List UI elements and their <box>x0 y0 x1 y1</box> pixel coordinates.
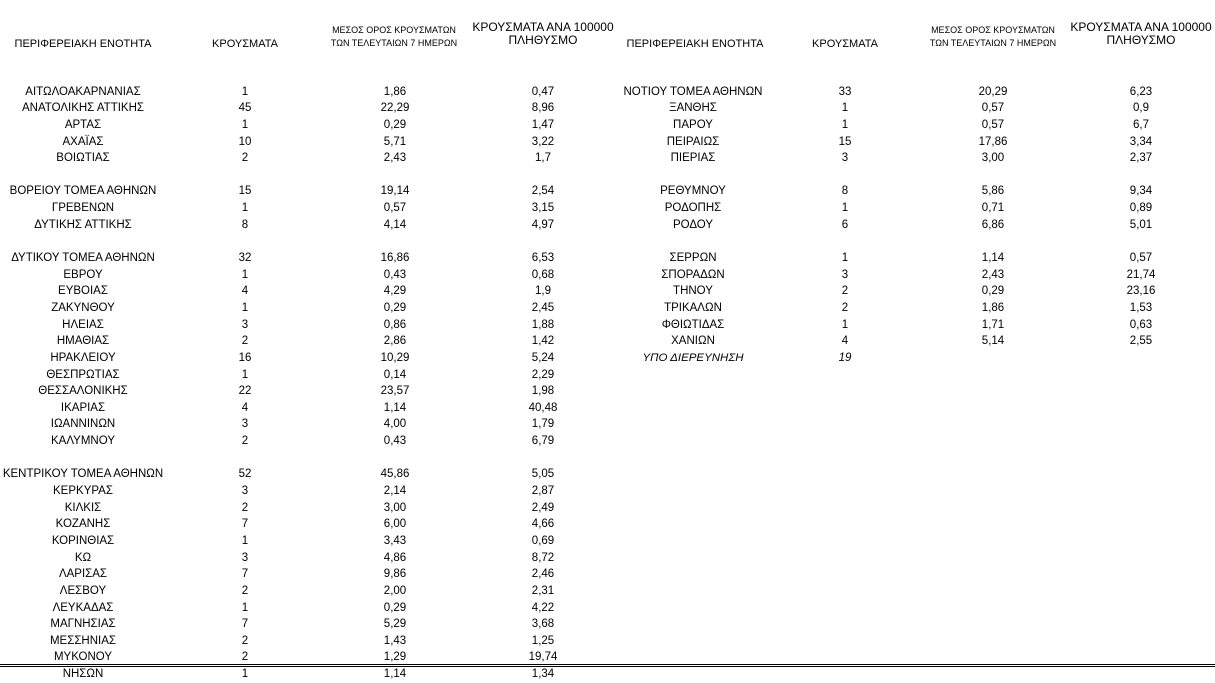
avg7-cell: 1,86 <box>383 85 407 98</box>
cases-cell: 1 <box>241 534 249 547</box>
region-cell: ΚΩ <box>74 551 92 564</box>
cases-cell: 1 <box>241 118 249 131</box>
avg7-cell: 3,43 <box>383 534 407 547</box>
per100k-cell: 8,96 <box>531 102 555 115</box>
header-cases: ΚΡΟΥΣΜΑΤΑ <box>812 38 878 50</box>
region-cell: ΜΕΣΣΗΝΙΑΣ <box>49 634 117 647</box>
per100k-cell: 5,01 <box>1129 218 1153 231</box>
per100k-cell: 1,88 <box>531 318 555 331</box>
avg7-cell: 1,43 <box>383 634 407 647</box>
per100k-cell: 1,7 <box>535 152 551 165</box>
region-cell: ΔΥΤΙΚΗΣ ΑΤΤΙΚΗΣ <box>34 218 132 231</box>
cases-cell: 15 <box>838 135 852 148</box>
table-row <box>610 317 1215 334</box>
cases-cell: 4 <box>241 401 249 414</box>
avg7-cell: 1,14 <box>383 401 407 414</box>
cases-cell: 32 <box>238 252 252 265</box>
avg7-cell: 20,29 <box>978 85 1008 98</box>
per100k-cell: 2,29 <box>531 368 555 381</box>
avg7-cell: 2,43 <box>981 268 1005 281</box>
table-row <box>0 200 610 217</box>
left-table-body <box>0 67 610 683</box>
per100k-cell: 0,47 <box>531 85 555 98</box>
header-per100k <box>468 21 618 47</box>
cases-cell: 3 <box>841 152 849 165</box>
avg7-cell: 0,29 <box>383 601 407 614</box>
cases-cell: 1 <box>241 268 249 281</box>
per100k-cell: 9,34 <box>1129 185 1153 198</box>
cases-cell: 10 <box>238 135 252 148</box>
region-cell: ΗΛΕΙΑΣ <box>62 318 104 331</box>
header-avg7 <box>917 24 1069 50</box>
per100k-cell: 8,72 <box>531 551 555 564</box>
cases-cell: 2 <box>241 501 249 514</box>
table-row <box>0 600 610 617</box>
per100k-cell: 0,57 <box>1129 252 1153 265</box>
cases-cell: 8 <box>841 185 849 198</box>
per100k-cell: 1,53 <box>1129 301 1153 314</box>
table-row <box>0 466 610 483</box>
cases-cell: 1 <box>241 601 249 614</box>
per100k-cell: 1,79 <box>531 418 555 431</box>
region-cell: ΘΕΣΠΡΩΤΙΑΣ <box>46 368 120 381</box>
cases-cell: 2 <box>241 634 249 647</box>
cases-cell: 16 <box>238 351 252 364</box>
region-cell: ΒΟΡΕΙΟΥ ΤΟΜΕΑ ΑΘΗΝΩΝ <box>9 185 157 198</box>
avg7-cell: 1,71 <box>981 318 1005 331</box>
cases-cell: 2 <box>241 435 249 448</box>
avg7-cell: 1,14 <box>981 252 1005 265</box>
per100k-cell: 6,79 <box>531 435 555 448</box>
region-cell: ΗΡΑΚΛΕΙΟΥ <box>50 351 116 364</box>
table-row <box>610 84 1215 101</box>
cases-cell: 2 <box>241 152 249 165</box>
per100k-cell: 21,74 <box>1126 268 1156 281</box>
table-row <box>610 267 1215 284</box>
cases-cell: 8 <box>241 218 249 231</box>
right-table-body <box>610 67 1215 367</box>
table-row <box>0 483 610 500</box>
table-row <box>0 633 610 650</box>
table-row <box>610 200 1215 217</box>
table-row <box>0 583 610 600</box>
cases-cell: 1 <box>241 668 249 681</box>
per100k-cell: 2,55 <box>1129 335 1153 348</box>
avg7-cell: 0,57 <box>981 102 1005 115</box>
avg7-cell: 5,71 <box>383 135 407 148</box>
per100k-cell: 1,47 <box>531 118 555 131</box>
header-avg7-line1: ΜΕΣΟΣ ΟΡΟΣ ΚΡΟΥΣΜΑΤΩΝ <box>931 25 1055 35</box>
table-row <box>0 416 610 433</box>
region-cell: ΖΑΚΥΝΘΟΥ <box>51 301 115 314</box>
table-row <box>610 283 1215 300</box>
avg7-cell: 16,86 <box>380 252 410 265</box>
header-cases: ΚΡΟΥΣΜΑΤΑ <box>212 38 278 50</box>
avg7-cell: 4,86 <box>383 551 407 564</box>
table-row <box>0 100 610 117</box>
avg7-cell: 6,86 <box>981 218 1005 231</box>
region-cell: ΕΥΒΟΙΑΣ <box>58 285 108 298</box>
avg7-cell: 0,57 <box>981 118 1005 131</box>
header-avg7-line2: ΤΩΝ ΤΕΛΕΥΤΑΙΩΝ 7 ΗΜΕΡΩΝ <box>330 38 458 48</box>
table-row <box>0 217 610 234</box>
per100k-cell: 0,69 <box>531 534 555 547</box>
per100k-cell: 4,97 <box>531 218 555 231</box>
region-cell: ΡΟΔΟΠΗΣ <box>664 202 722 215</box>
table-row <box>610 250 1215 267</box>
avg7-cell: 0,43 <box>383 435 407 448</box>
per100k-cell: 3,15 <box>531 202 555 215</box>
per100k-cell: 0,63 <box>1129 318 1153 331</box>
table-row <box>0 150 610 167</box>
region-cell: ΓΡΕΒΕΝΩΝ <box>51 202 115 215</box>
header-avg7-line2: ΤΩΝ ΤΕΛΕΥΤΑΙΩΝ 7 ΗΜΕΡΩΝ <box>929 38 1057 48</box>
per100k-cell: 5,05 <box>531 468 555 481</box>
cases-cell: 4 <box>841 335 849 348</box>
region-cell: ΡΟΔΟΥ <box>672 218 714 231</box>
region-cell: ΚΙΛΚΙΣ <box>64 501 102 514</box>
cases-cell: 2 <box>241 335 249 348</box>
cases-cell: 15 <box>238 185 252 198</box>
region-cell: ΘΕΣΣΑΛΟΝΙΚΗΣ <box>38 385 128 398</box>
region-cell: ΗΜΑΘΙΑΣ <box>56 335 110 348</box>
region-cell: ΠΕΙΡΑΙΩΣ <box>666 135 720 148</box>
avg7-cell: 4,14 <box>383 218 407 231</box>
table-row <box>610 350 1215 367</box>
cases-cell: 2 <box>841 301 849 314</box>
avg7-cell: 5,14 <box>981 335 1005 348</box>
table-row <box>610 183 1215 200</box>
per100k-cell: 6,7 <box>1133 118 1149 131</box>
cases-cell: 1 <box>241 368 249 381</box>
cases-cell: 22 <box>238 385 252 398</box>
region-cell: ΝΟΤΙΟΥ ΤΟΜΕΑ ΑΘΗΝΩΝ <box>623 85 763 98</box>
header-per100k-line2: ΠΛΗΘΥΣΜΟ <box>1106 33 1176 47</box>
table-row <box>610 100 1215 117</box>
avg7-cell: 1,14 <box>383 668 407 681</box>
avg7-cell: 19,14 <box>380 185 410 198</box>
region-cell: ΑΡΤΑΣ <box>64 118 102 131</box>
per100k-cell: 6,53 <box>531 252 555 265</box>
avg7-cell: 4,29 <box>383 285 407 298</box>
cases-cell: 7 <box>241 568 249 581</box>
cases-cell: 7 <box>241 618 249 631</box>
spacer-row <box>0 67 610 84</box>
avg7-cell: 0,29 <box>383 301 407 314</box>
region-cell: ΑΧΑΪΑΣ <box>62 135 104 148</box>
region-cell: ΚΟΡΙΝΘΙΑΣ <box>51 534 115 547</box>
table-row <box>0 333 610 350</box>
bottom-border <box>0 664 1215 667</box>
avg7-cell: 23,57 <box>380 385 410 398</box>
avg7-cell: 0,29 <box>981 285 1005 298</box>
header-per100k-line1: ΚΡΟΥΣΜΑΤΑ ΑΝΑ 100000 <box>472 20 614 34</box>
table-row <box>0 550 610 567</box>
header-per100k-line2: ΠΛΗΘΥΣΜΟ <box>508 33 578 47</box>
per100k-cell: 4,66 <box>531 518 555 531</box>
table-row <box>0 383 610 400</box>
per100k-cell: 1,42 <box>531 335 555 348</box>
avg7-cell: 3,00 <box>981 152 1005 165</box>
table-row <box>0 433 610 450</box>
avg7-cell: 3,00 <box>383 501 407 514</box>
spacer-row <box>610 233 1215 250</box>
per100k-cell: 3,68 <box>531 618 555 631</box>
header-per100k-line1: ΚΡΟΥΣΜΑΤΑ ΑΝΑ 100000 <box>1070 20 1212 34</box>
table-row <box>0 117 610 134</box>
region-cell: ΧΑΝΙΩΝ <box>671 335 715 348</box>
table-row <box>610 217 1215 234</box>
header-per100k <box>1070 21 1212 47</box>
per100k-cell: 0,89 <box>1129 202 1153 215</box>
avg7-cell: 5,29 <box>383 618 407 631</box>
avg7-cell: 10,29 <box>380 351 410 364</box>
cases-cell: 1 <box>841 318 849 331</box>
region-cell: ΣΠΟΡΑΔΩΝ <box>661 268 725 281</box>
cases-cell: 45 <box>238 102 252 115</box>
region-cell: ΔΥΤΙΚΟΥ ΤΟΜΕΑ ΑΘΗΝΩΝ <box>11 252 155 265</box>
region-cell: ΤΗΝΟΥ <box>673 285 713 298</box>
table-row <box>0 183 610 200</box>
avg7-cell: 9,86 <box>383 568 407 581</box>
per100k-cell: 0,9 <box>1133 102 1149 115</box>
header-region: ΠΕΡΙΦΕΡΕΙΑΚΗ ΕΝΟΤΗΤΑ <box>14 38 152 50</box>
region-cell: ΝΗΣΩΝ <box>62 668 104 681</box>
table-row <box>0 516 610 533</box>
region-cell: ΜΥΚΟΝΟΥ <box>53 651 113 664</box>
avg7-cell: 4,00 <box>383 418 407 431</box>
cases-cell: 2 <box>841 285 849 298</box>
cases-cell: 3 <box>241 418 249 431</box>
cases-cell: 3 <box>241 485 249 498</box>
cases-cell: 7 <box>241 518 249 531</box>
avg7-cell: 0,71 <box>981 202 1005 215</box>
per100k-cell: 2,54 <box>531 185 555 198</box>
avg7-cell: 0,29 <box>383 118 407 131</box>
cases-cell: 1 <box>841 102 849 115</box>
avg7-cell: 0,14 <box>383 368 407 381</box>
avg7-cell: 1,29 <box>383 651 407 664</box>
per100k-cell: 2,45 <box>531 301 555 314</box>
per100k-cell: 5,24 <box>531 351 555 364</box>
region-cell: ΙΚΑΡΙΑΣ <box>60 401 106 414</box>
per100k-cell: 6,23 <box>1129 85 1153 98</box>
cases-cell: 1 <box>241 85 249 98</box>
cases-cell: 3 <box>241 318 249 331</box>
avg7-cell: 6,00 <box>383 518 407 531</box>
per100k-cell: 23,16 <box>1126 285 1156 298</box>
cases-cell: 1 <box>241 202 249 215</box>
table-row <box>0 250 610 267</box>
region-cell: ΞΑΝΘΗΣ <box>669 102 717 115</box>
cases-cell: 1 <box>841 118 849 131</box>
avg7-cell: 2,86 <box>383 335 407 348</box>
region-cell: ΜΑΓΝΗΣΙΑΣ <box>50 618 116 631</box>
table-row <box>610 150 1215 167</box>
region-cell: ΒΟΙΩΤΙΑΣ <box>56 152 110 165</box>
avg7-cell: 0,86 <box>383 318 407 331</box>
table-row <box>610 300 1215 317</box>
table-row <box>0 350 610 367</box>
region-cell: ΚΕΝΤΡΙΚΟΥ ΤΟΜΕΑ ΑΘΗΝΩΝ <box>2 468 164 481</box>
per100k-cell: 19,74 <box>528 651 558 664</box>
per100k-cell: 2,31 <box>531 584 555 597</box>
table-row <box>0 267 610 284</box>
per100k-cell: 1,98 <box>531 385 555 398</box>
avg7-cell: 17,86 <box>978 135 1008 148</box>
table-row <box>0 400 610 417</box>
per100k-cell: 2,46 <box>531 568 555 581</box>
avg7-cell: 5,86 <box>981 185 1005 198</box>
avg7-cell: 2,43 <box>383 152 407 165</box>
cases-cell: 52 <box>238 468 252 481</box>
table-row <box>610 134 1215 151</box>
table-row <box>0 566 610 583</box>
header-avg7-line1: ΜΕΣΟΣ ΟΡΟΣ ΚΡΟΥΣΜΑΤΩΝ <box>332 25 456 35</box>
per100k-cell: 1,34 <box>531 668 555 681</box>
header-avg7 <box>318 24 470 50</box>
per100k-cell: 1,9 <box>535 285 551 298</box>
region-cell: ΠΑΡΟΥ <box>673 118 713 131</box>
cases-cell: 4 <box>241 285 249 298</box>
region-cell: ΑΝΑΤΟΛΙΚΗΣ ΑΤΤΙΚΗΣ <box>21 102 144 115</box>
table-row <box>0 283 610 300</box>
avg7-cell: 45,86 <box>380 468 410 481</box>
per100k-cell: 2,37 <box>1129 152 1153 165</box>
region-cell: ΚΕΡΚΥΡΑΣ <box>53 485 113 498</box>
region-cell: ΠΙΕΡΙΑΣ <box>670 152 716 165</box>
right-panel <box>610 0 1215 669</box>
table-row <box>0 533 610 550</box>
table-row <box>0 500 610 517</box>
spacer-row <box>0 233 610 250</box>
cases-cell: 6 <box>841 218 849 231</box>
region-cell: ΚΑΛΥΜΝΟΥ <box>51 435 115 448</box>
cases-cell: 2 <box>241 651 249 664</box>
table-row <box>0 317 610 334</box>
spacer-row <box>610 67 1215 84</box>
table-row <box>610 117 1215 134</box>
table-row <box>0 367 610 384</box>
avg7-cell: 0,43 <box>383 268 407 281</box>
avg7-cell: 2,00 <box>383 584 407 597</box>
table-row <box>0 134 610 151</box>
per100k-cell: 2,49 <box>531 501 555 514</box>
table-row <box>0 616 610 633</box>
header-region: ΠΕΡΙΦΕΡΕΙΑΚΗ ΕΝΟΤΗΤΑ <box>626 38 764 50</box>
table-row <box>0 300 610 317</box>
cases-cell: 33 <box>838 85 852 98</box>
per100k-cell: 40,48 <box>528 401 558 414</box>
per100k-cell: 4,22 <box>531 601 555 614</box>
avg7-cell: 0,57 <box>383 202 407 215</box>
per100k-cell: 3,34 <box>1129 135 1153 148</box>
region-cell: ΡΕΘΥΜΝΟΥ <box>660 185 726 198</box>
region-cell: ΕΒΡΟΥ <box>63 268 103 281</box>
region-cell: ΛΑΡΙΣΑΣ <box>58 568 108 581</box>
per100k-cell: 0,68 <box>531 268 555 281</box>
avg7-cell: 2,14 <box>383 485 407 498</box>
cases-cell: 19 <box>838 351 852 364</box>
cases-cell: 1 <box>241 301 249 314</box>
cases-cell: 3 <box>241 551 249 564</box>
avg7-cell: 22,29 <box>380 102 410 115</box>
region-cell: ΣΕΡΡΩΝ <box>669 252 717 265</box>
table-row <box>0 84 610 101</box>
spacer-row <box>0 167 610 184</box>
region-cell: ΦΘΙΩΤΙΔΑΣ <box>661 318 725 331</box>
per100k-cell: 2,87 <box>531 485 555 498</box>
region-cell: ΥΠΟ ΔΙΕΡΕΥΝΗΣΗ <box>642 351 744 364</box>
region-cell: ΛΕΣΒΟΥ <box>59 584 107 597</box>
region-cell: ΑΙΤΩΛΟΑΚΑΡΝΑΝΙΑΣ <box>25 85 141 98</box>
region-cell: ΙΩΑΝΝΙΝΩΝ <box>50 418 116 431</box>
spacer-row <box>0 450 610 467</box>
region-cell: ΛΕΥΚΑΔΑΣ <box>52 601 114 614</box>
region-cell: ΤΡΙΚΑΛΩΝ <box>664 301 722 314</box>
region-cell: ΚΟΖΑΝΗΣ <box>55 518 111 531</box>
cases-cell: 3 <box>841 268 849 281</box>
cases-cell: 2 <box>241 584 249 597</box>
table-row <box>610 333 1215 350</box>
cases-cell: 1 <box>841 252 849 265</box>
avg7-cell: 1,86 <box>981 301 1005 314</box>
per100k-cell: 1,25 <box>531 634 555 647</box>
spacer-row <box>610 167 1215 184</box>
cases-cell: 1 <box>841 202 849 215</box>
per100k-cell: 3,22 <box>531 135 555 148</box>
